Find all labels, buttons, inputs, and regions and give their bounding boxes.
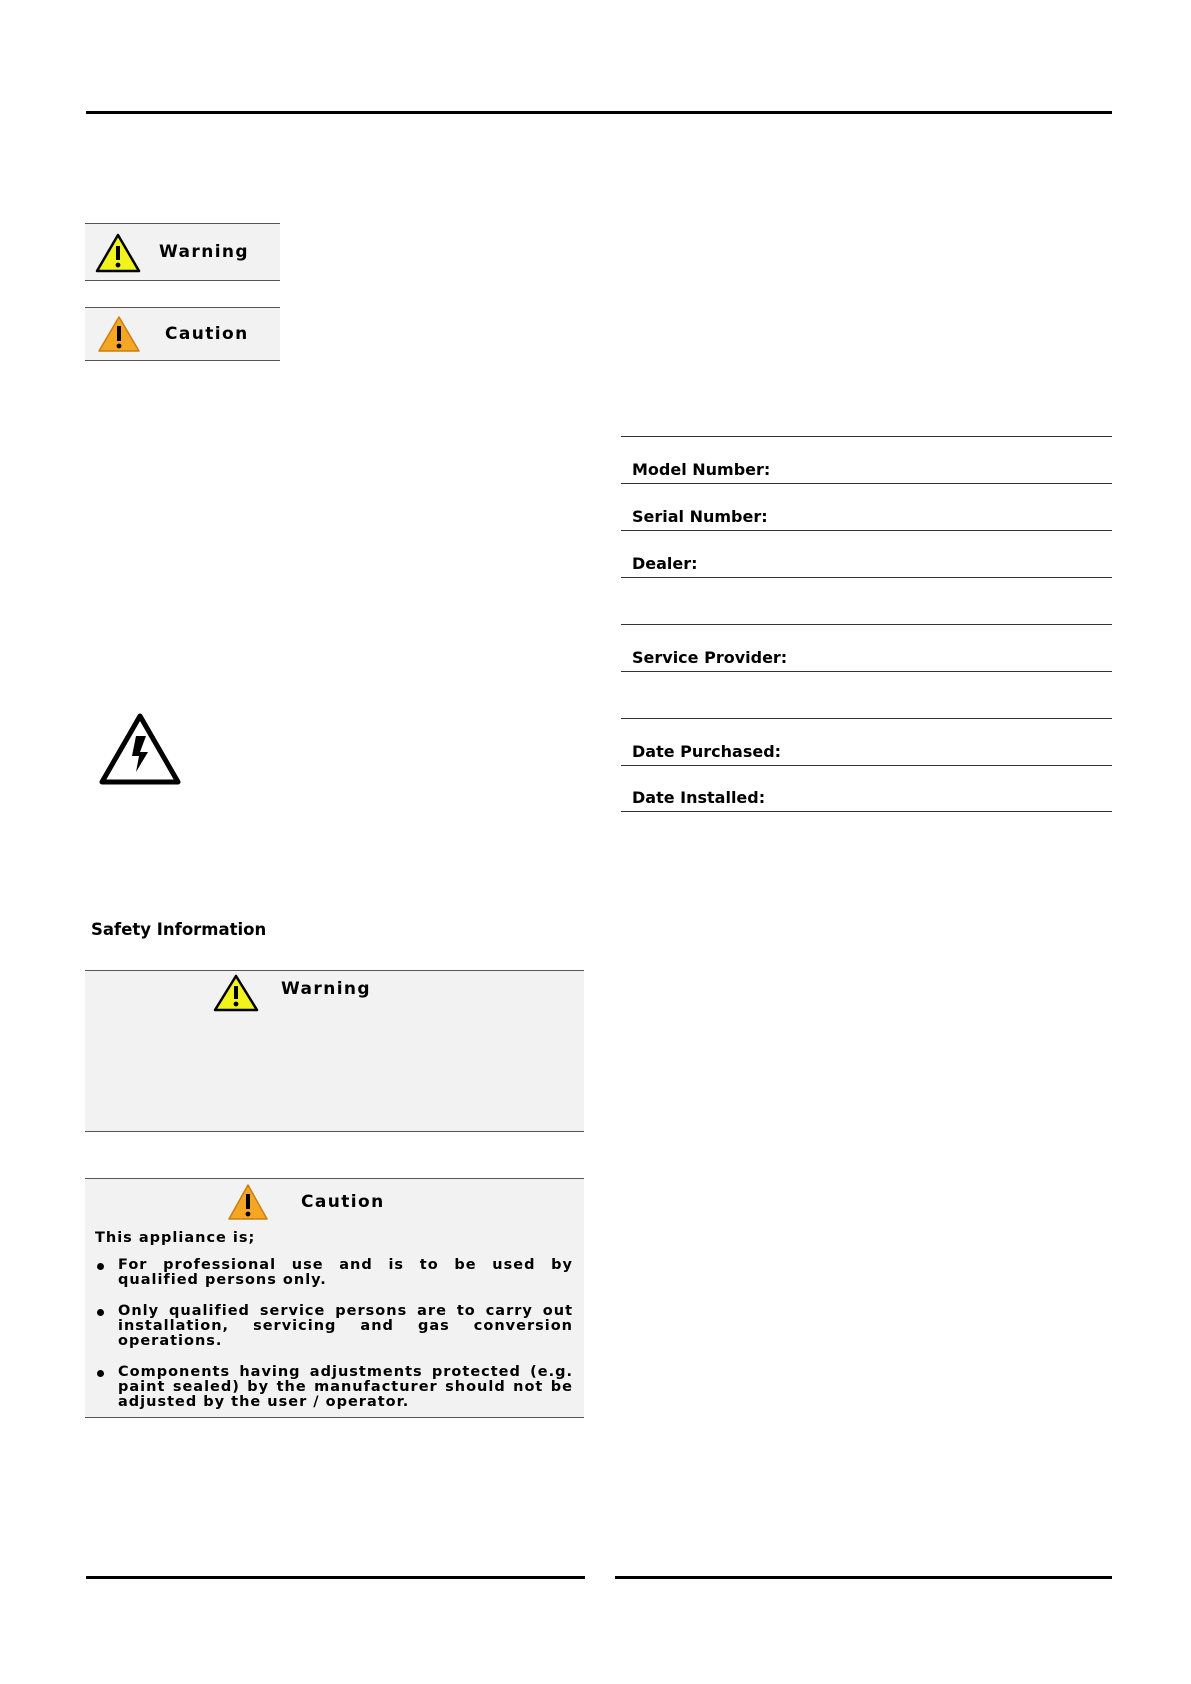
- record-row: [621, 577, 1112, 624]
- bottom-rule-right: [615, 1576, 1112, 1579]
- caution-panel: [85, 1178, 584, 1418]
- caution-triangle-icon: [227, 1183, 269, 1221]
- caution-panel-label: Caution: [301, 1192, 385, 1212]
- record-label: Model Number:: [632, 460, 771, 479]
- record-label: Date Installed:: [632, 788, 766, 807]
- record-label: Dealer:: [632, 554, 698, 573]
- warning-badge-label: Warning: [159, 242, 250, 262]
- warning-triangle-icon: [95, 233, 141, 273]
- list-item: For professional use and is to be used by qualified persons only.: [95, 1258, 573, 1288]
- caution-body: [95, 1231, 573, 1426]
- caution-list: [95, 1258, 573, 1410]
- list-item: Only qualified service persons are to carry out installation, servicing and gas conversion operations.: [95, 1304, 573, 1349]
- list-item: Components having adjustments protected (e.g. paint sealed) by the manufacturer should not be adjusted by the user / operator.: [95, 1365, 573, 1410]
- safety-information-heading: Safety Information: [91, 920, 267, 939]
- caution-intro: This appliance is;: [95, 1230, 256, 1246]
- record-row: [621, 483, 1112, 530]
- record-row: [621, 530, 1112, 577]
- warning-panel: [85, 970, 584, 1132]
- caution-badge-label: Caution: [165, 324, 249, 344]
- record-row: [621, 671, 1112, 718]
- record-label: Service Provider:: [632, 648, 788, 667]
- record-row: [621, 624, 1112, 671]
- record-row: [621, 436, 1112, 483]
- record-row: [621, 765, 1112, 812]
- caution-badge: [85, 307, 280, 361]
- electrical-hazard-icon: [98, 712, 182, 786]
- warning-badge: [85, 223, 280, 281]
- caution-triangle-icon: [97, 315, 141, 353]
- top-rule: [86, 111, 1112, 114]
- record-label: Serial Number:: [632, 507, 768, 526]
- record-row: [621, 718, 1112, 765]
- warning-triangle-icon: [213, 974, 259, 1012]
- record-label: Date Purchased:: [632, 742, 782, 761]
- bottom-rule-left: [86, 1576, 585, 1579]
- warning-panel-label: Warning: [281, 979, 372, 999]
- record-table: [621, 436, 1112, 812]
